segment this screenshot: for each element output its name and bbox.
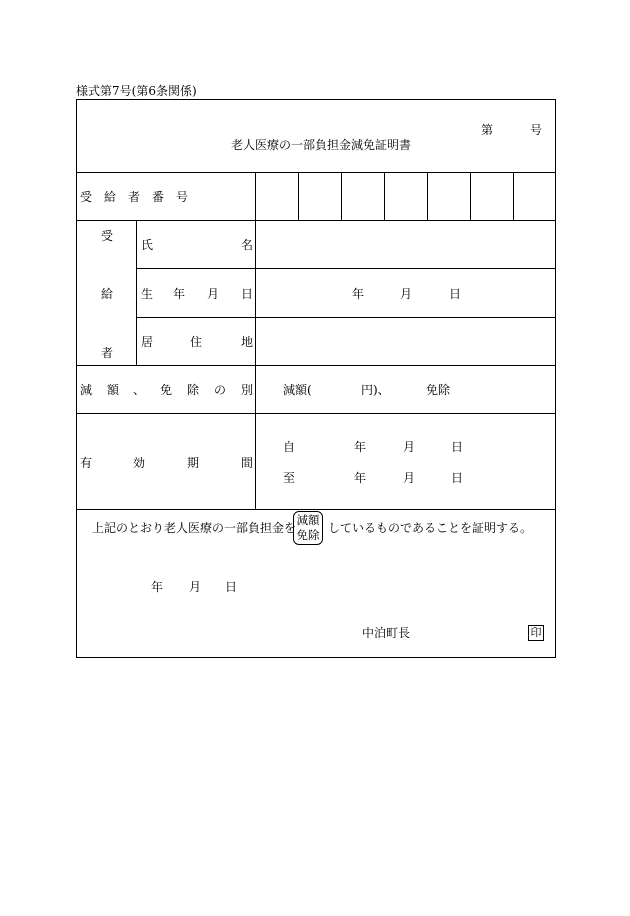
recipient-group-label-char: 者 xyxy=(101,346,114,360)
reduction-label-char: 減 xyxy=(80,383,93,397)
seal-mark: 印 xyxy=(528,625,544,641)
column-divider xyxy=(255,172,256,509)
validity-to-day: 日 xyxy=(451,471,464,485)
number-box-divider xyxy=(384,172,385,220)
birthdate-month: 月 xyxy=(400,287,413,301)
certification-year: 年 xyxy=(151,580,164,594)
recipient-group-label-char: 給 xyxy=(101,287,114,301)
certification-text-before: 上記のとおり老人医療の一部負担金を xyxy=(92,521,297,535)
certification-month: 月 xyxy=(189,580,202,594)
recipient-group-label-char: 受 xyxy=(101,229,114,243)
recipient-number-label: 受 給 者 番 号 xyxy=(80,190,189,204)
name-label-char: 氏 xyxy=(141,238,154,252)
birthdate-label-char: 生 xyxy=(141,287,154,301)
number-box-divider xyxy=(427,172,428,220)
exemption-label: 免除 xyxy=(426,383,451,397)
validity-label-char: 有 xyxy=(80,456,93,470)
reduction-label-char: 除 xyxy=(187,383,200,397)
certification-text-after: しているものであることを証明する。 xyxy=(328,521,533,535)
row-divider xyxy=(136,268,556,269)
validity-label-char: 期 xyxy=(187,456,200,470)
column-divider xyxy=(136,220,137,365)
issuer-name: 中泊町長 xyxy=(362,626,411,640)
certificate-no-prefix: 第 xyxy=(481,123,494,137)
row-divider xyxy=(76,509,556,510)
address-label-char: 住 xyxy=(190,335,203,349)
birthdate-label-char: 日 xyxy=(241,287,254,301)
choice-exemption: 免除 xyxy=(296,528,320,542)
certificate-form xyxy=(76,99,556,658)
number-box-divider xyxy=(470,172,471,220)
row-divider xyxy=(76,172,556,173)
reduction-label-char: の xyxy=(214,383,227,397)
reduction-label-char: 、 xyxy=(133,383,146,397)
row-divider xyxy=(76,220,556,221)
form-title: 老人医療の一部負担金減免証明書 xyxy=(231,138,412,152)
address-label-char: 地 xyxy=(241,335,254,349)
reduction-exemption-choice xyxy=(293,511,323,545)
form-number: 様式第7号(第6条関係) xyxy=(76,84,197,98)
reduction-amount-label: 減額( xyxy=(283,383,312,397)
name-label-char: 名 xyxy=(241,238,254,252)
row-divider xyxy=(76,365,556,366)
validity-to-prefix: 至 xyxy=(283,471,296,485)
birthdate-label-char: 月 xyxy=(207,287,220,301)
validity-to-month: 月 xyxy=(403,471,416,485)
row-divider xyxy=(136,317,556,318)
validity-to-year: 年 xyxy=(354,471,367,485)
birthdate-day: 日 xyxy=(449,287,462,301)
reduction-label-char: 額 xyxy=(107,383,120,397)
validity-from-month: 月 xyxy=(403,440,416,454)
reduction-label-char: 免 xyxy=(160,383,173,397)
validity-from-prefix: 自 xyxy=(283,440,296,454)
validity-from-day: 日 xyxy=(451,440,464,454)
choice-reduction: 減額 xyxy=(296,513,320,527)
validity-label-char: 間 xyxy=(241,456,254,470)
validity-label-char: 効 xyxy=(133,456,146,470)
birthdate-label-char: 年 xyxy=(173,287,186,301)
number-box-divider xyxy=(341,172,342,220)
row-divider xyxy=(76,413,556,414)
reduction-label-char: 別 xyxy=(241,383,254,397)
certificate-no-suffix: 号 xyxy=(530,123,543,137)
validity-from-year: 年 xyxy=(354,440,367,454)
number-box-divider xyxy=(513,172,514,220)
number-box-divider xyxy=(298,172,299,220)
certification-day: 日 xyxy=(225,580,238,594)
yen-label: 円)、 xyxy=(361,383,390,397)
birthdate-year: 年 xyxy=(352,287,365,301)
address-label-char: 居 xyxy=(141,335,154,349)
